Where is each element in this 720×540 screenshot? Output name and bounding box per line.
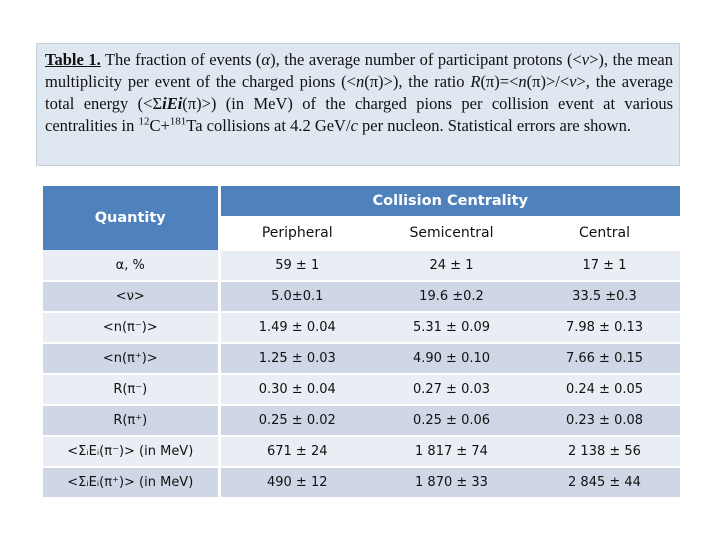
value-cell: 7.66 ± 0.15 bbox=[529, 343, 680, 374]
value-cell: 17 ± 1 bbox=[529, 250, 680, 281]
value-cell: 7.98 ± 0.13 bbox=[529, 312, 680, 343]
value-cell: 5.0±0.1 bbox=[219, 281, 374, 312]
quantity-cell: <ν> bbox=[43, 281, 219, 312]
column-header-peripheral: Peripheral bbox=[219, 216, 374, 250]
caption-table-label: Table 1. bbox=[45, 50, 101, 69]
value-cell: 490 ± 12 bbox=[219, 467, 374, 498]
caption-alpha: α bbox=[261, 50, 271, 69]
caption-sub-i: i bbox=[162, 94, 167, 113]
caption-text: Ta collisions at 4.2 GeV/ bbox=[186, 116, 351, 135]
caption-sup: 12 bbox=[138, 115, 150, 128]
column-header-semicentral: Semicentral bbox=[374, 216, 529, 250]
table-row bbox=[43, 436, 680, 467]
caption-c: c bbox=[350, 116, 358, 135]
caption-text: (π)>/< bbox=[526, 72, 570, 91]
table-row bbox=[43, 312, 680, 343]
table-row bbox=[43, 374, 680, 405]
value-cell: 33.5 ±0.3 bbox=[529, 281, 680, 312]
value-cell: 0.27 ± 0.03 bbox=[374, 374, 529, 405]
quantity-header: Quantity bbox=[43, 186, 219, 250]
caption-text: (π)=< bbox=[480, 72, 519, 91]
table-row bbox=[43, 467, 680, 498]
value-cell: 0.25 ± 0.02 bbox=[219, 405, 374, 436]
caption-e: E bbox=[166, 94, 178, 113]
value-cell: 59 ± 1 bbox=[219, 250, 374, 281]
caption-text: (π)>), the ratio bbox=[364, 72, 471, 91]
table-row bbox=[43, 343, 680, 374]
value-cell: 2 845 ± 44 bbox=[529, 467, 680, 498]
caption-text: The fraction of events ( bbox=[100, 50, 262, 69]
table-row bbox=[43, 405, 680, 436]
quantity-cell: α, % bbox=[43, 250, 219, 281]
value-cell: 1.25 ± 0.03 bbox=[219, 343, 374, 374]
caption-r: R bbox=[470, 72, 481, 91]
value-cell: 0.24 ± 0.05 bbox=[529, 374, 680, 405]
value-cell: 24 ± 1 bbox=[374, 250, 529, 281]
quantity-cell: R(π⁺) bbox=[43, 405, 219, 436]
caption-nu: ν bbox=[581, 50, 590, 69]
quantity-cell: <ΣᵢEᵢ(π⁺)> (in MeV) bbox=[43, 467, 219, 498]
caption-sub-i: i bbox=[177, 94, 183, 113]
value-cell: 5.31 ± 0.09 bbox=[374, 312, 529, 343]
value-cell: 1.49 ± 0.04 bbox=[219, 312, 374, 343]
data-table bbox=[43, 186, 680, 499]
value-cell: 0.30 ± 0.04 bbox=[219, 374, 374, 405]
caption-text: per nucleon. Statistical errors are shown. bbox=[357, 116, 631, 135]
value-cell: 0.25 ± 0.06 bbox=[374, 405, 529, 436]
caption-text: >), the mean multiplicity per event of the charged pions (< bbox=[45, 50, 673, 91]
value-cell: 2 138 ± 56 bbox=[529, 436, 680, 467]
quantity-cell: <n(π⁻)> bbox=[43, 312, 219, 343]
caption-text: C+ bbox=[149, 116, 170, 135]
table-caption bbox=[36, 43, 680, 166]
column-header-central: Central bbox=[529, 216, 680, 250]
quantity-cell: <ΣᵢEᵢ(π⁻)> (in MeV) bbox=[43, 436, 219, 467]
centrality-header: Collision Centrality bbox=[219, 186, 680, 216]
caption-text: >, the average total energy (<Σ bbox=[45, 72, 673, 113]
value-cell: 19.6 ±0.2 bbox=[374, 281, 529, 312]
caption-n: n bbox=[355, 72, 365, 91]
caption-nu: ν bbox=[569, 72, 577, 91]
value-cell: 671 ± 24 bbox=[219, 436, 374, 467]
value-cell: 1 817 ± 74 bbox=[374, 436, 529, 467]
caption-n: n bbox=[518, 72, 527, 91]
caption-text: (π)>) (in MeV) of the charged pions per collision event at various centralities in bbox=[45, 94, 674, 135]
value-cell: 4.90 ± 0.10 bbox=[374, 343, 529, 374]
quantity-cell: R(π⁻) bbox=[43, 374, 219, 405]
caption-text: ), the average number of participant protons (< bbox=[270, 50, 582, 69]
table-row bbox=[43, 250, 680, 281]
caption-sup: 181 bbox=[169, 115, 187, 128]
quantity-cell: <n(π⁺)> bbox=[43, 343, 219, 374]
value-cell: 1 870 ± 33 bbox=[374, 467, 529, 498]
value-cell: 0.23 ± 0.08 bbox=[529, 405, 680, 436]
table-row bbox=[43, 281, 680, 312]
